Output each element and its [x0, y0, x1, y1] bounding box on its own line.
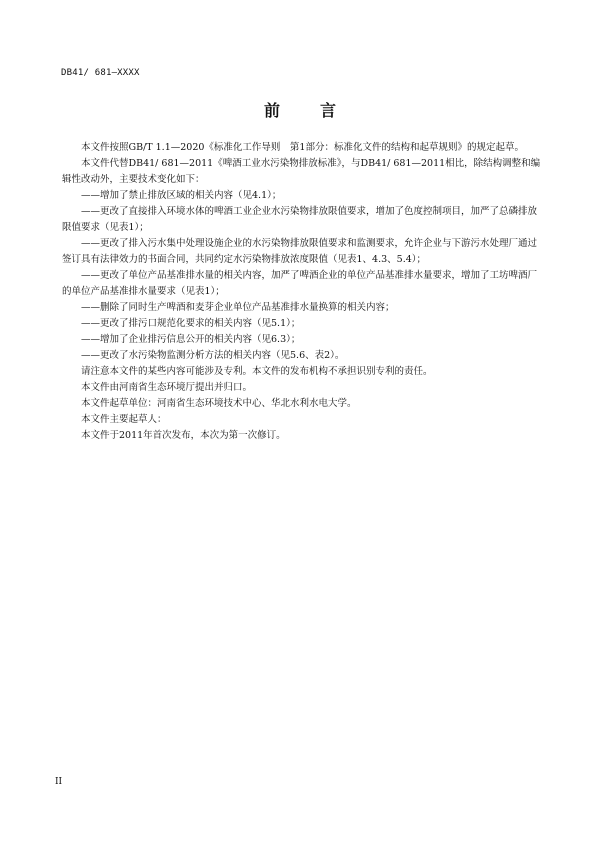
change-item: ——删除了同时生产啤酒和麦芽企业单位产品基准排水量换算的相关内容；: [81, 302, 395, 313]
paragraph-revision-history: 本文件于2011年首次发布，本次为第一次修订。: [81, 430, 286, 441]
page-number: II: [55, 777, 63, 787]
change-item: ——更改了排污口规范化要求的相关内容（见5.1）；: [81, 318, 301, 329]
document-code: DB41/ 681—XXXX: [61, 68, 140, 78]
paragraph-drafting-units: 本文件起草单位：河南省生态环境技术中心、华北水利水电大学。: [81, 398, 357, 409]
change-item: ——更改了直接排入环境水体的啤酒工业企业水污染物排放限值要求，增加了色度控制项目，加严了总磷排放限值要求（见表1）；: [62, 206, 538, 233]
change-item: ——增加了企业排污信息公开的相关内容（见6.3）；: [81, 334, 301, 345]
change-item: ——增加了禁止排放区域的相关内容（见4.1）；: [81, 190, 282, 201]
change-item: ——更改了排入污水集中处理设施企业的水污染物排放限值要求和监测要求，允许企业与下游污水处理厂通过签订具有法律效力的书面合同，共同约定水污染物排放浓度限值（见表1、4.3、5.4）；: [62, 238, 538, 265]
paragraph-drafters: 本文件主要起草人：: [81, 414, 167, 425]
paragraph-patent-notice: 请注意本文件的某些内容可能涉及专利。本文件的发布机构不承担识别专利的责任。: [81, 366, 433, 377]
page-title: 前 言: [263, 101, 348, 120]
paragraph-replaces: 本文件代替DB41/ 681—2011《啤酒工业水污染物排放标准》，与DB41/ 681—2011相比，除结构调整和编辑性改动外，主要技术变化如下：: [62, 158, 541, 185]
change-item: ——更改了水污染物监测分析方法的相关内容（见5.6、表2）。: [81, 350, 345, 361]
body-text: [62, 140, 542, 444]
change-item: ——更改了单位产品基准排水量的相关内容，加严了啤酒企业的单位产品基准排水量要求，增加了工坊啤酒厂的单位产品基准排水量要求（见表1）；: [62, 270, 538, 297]
paragraph-drafting-rules: 本文件按照GB/T 1.1—2020《标准化工作导则 第1部分：标准化文件的结构和起草规则》的规定起草。: [81, 142, 524, 153]
paragraph-proposer: 本文件由河南省生态环境厅提出并归口。: [81, 382, 253, 393]
